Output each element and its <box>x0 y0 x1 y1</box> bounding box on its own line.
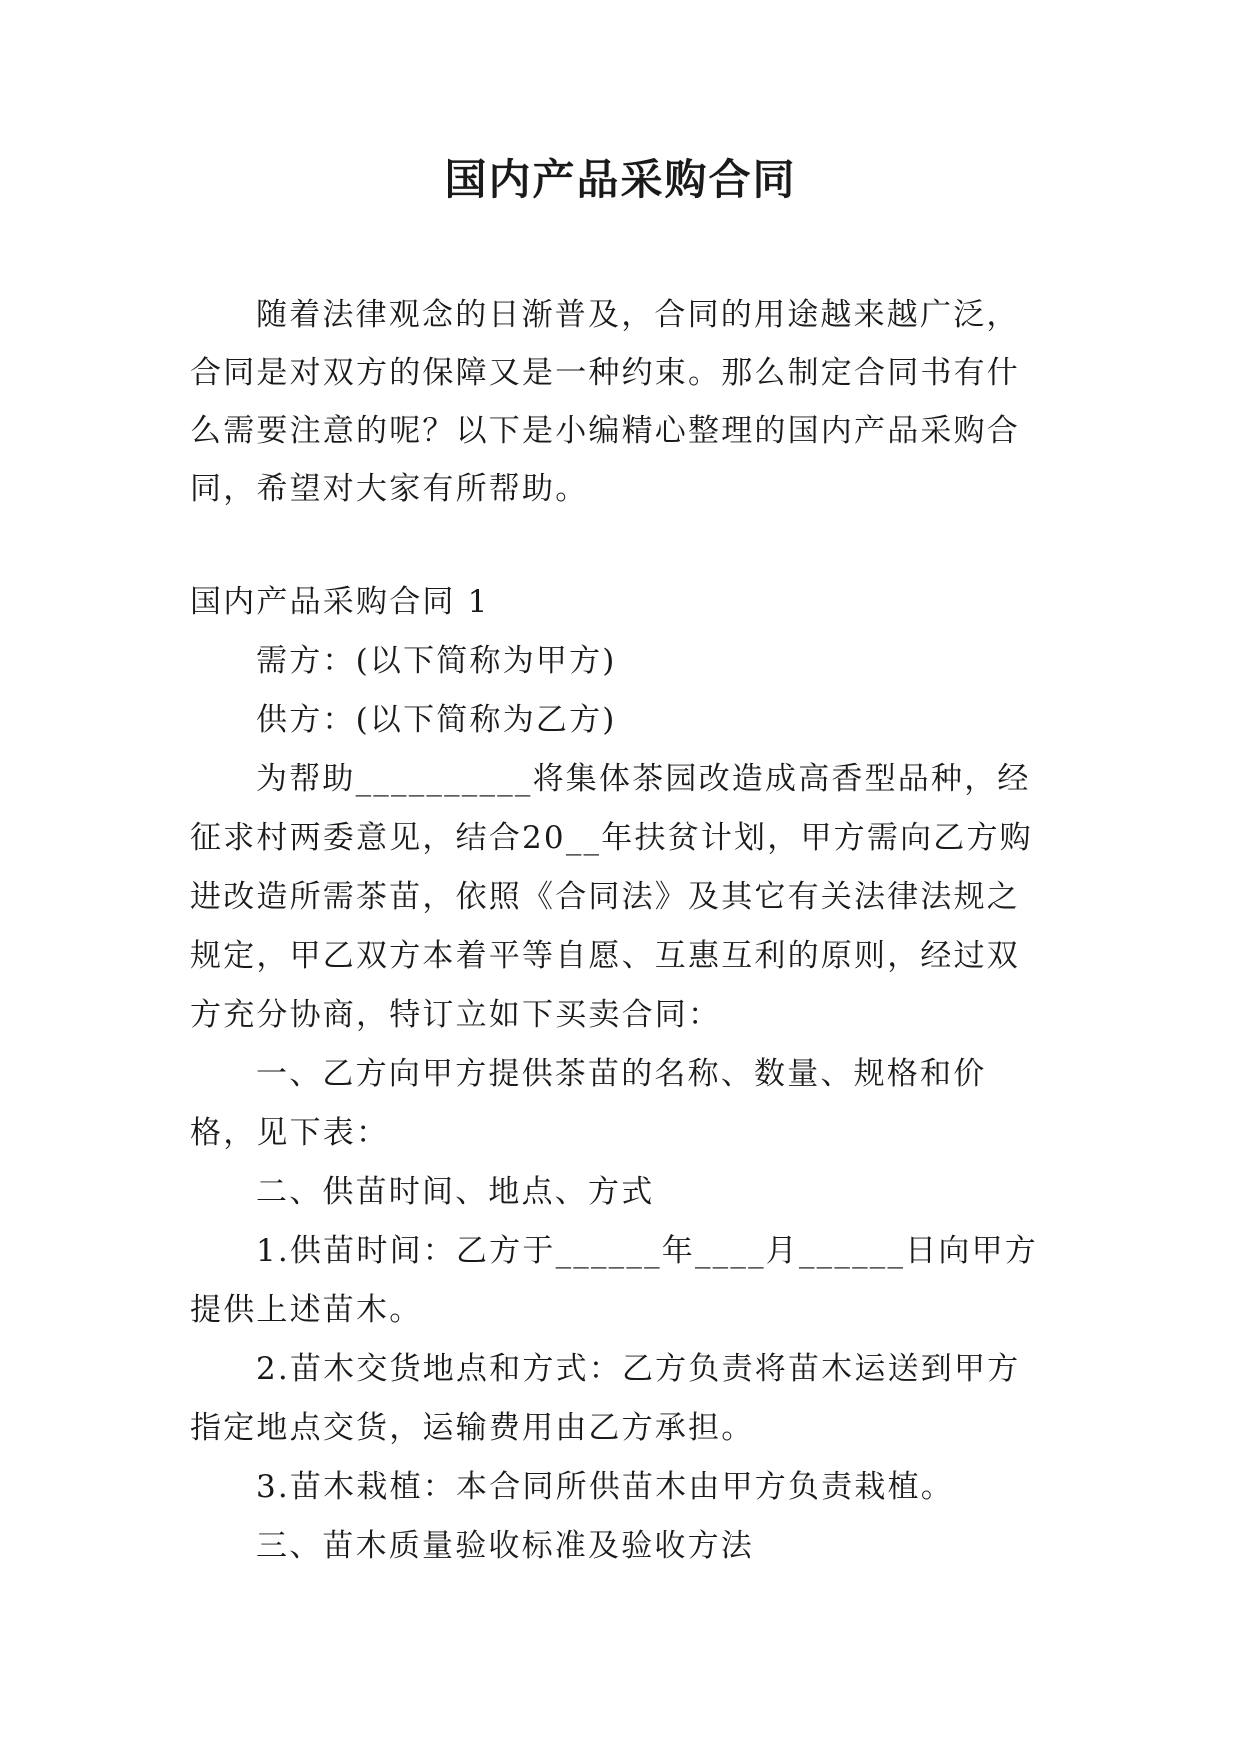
intro-paragraph: 随着法律观念的日渐普及，合同的用途越来越广泛，合同是对双方的保障又是一种约束。那么制定合同书有什么需要注意的呢？以下是小编精心整理的国内产品采购合同，希望对大家有所帮助。 <box>190 297 1020 507</box>
paragraph-clause-2-2: 2.苗木交货地点和方式：乙方负责将苗木运送到甲方指定地点交货，运输费用由乙方承担。 <box>190 1351 1021 1446</box>
paragraph-clause-1: 一、乙方向甲方提供茶苗的名称、数量、规格和价格，见下表： <box>190 1056 987 1151</box>
document-title: 国内产品采购合同 <box>444 155 797 204</box>
paragraph-supplier: 供方：(以下简称为乙方) <box>256 702 617 738</box>
paragraph-clause-2: 二、供苗时间、地点、方式 <box>256 1174 655 1210</box>
paragraph-preamble: 为帮助__________将集体茶园改造成高香型品种，经征求村两委意见，结合20__年扶贫计划，甲方需向乙方购进改造所需茶苗，依照《合同法》及其它有关法律法规之规定，甲乙双方本着平等自愿、互惠互利的原则，经过双方充分协商，特订立如下买卖合同： <box>190 761 1033 1033</box>
paragraph-clause-2-3: 3.苗木栽植：本合同所供苗木由甲方负责栽植。 <box>256 1469 954 1505</box>
section-title: 国内产品采购合同 1 <box>190 584 490 620</box>
paragraph-clause-2-1: 1.供苗时间：乙方于______年____月______日向甲方提供上述苗木。 <box>190 1233 1038 1328</box>
paragraph-buyer: 需方：(以下简称为甲方) <box>256 643 617 679</box>
document-body <box>190 286 1050 1576</box>
paragraph-clause-3: 三、苗木质量验收标准及验收方法 <box>256 1528 754 1564</box>
